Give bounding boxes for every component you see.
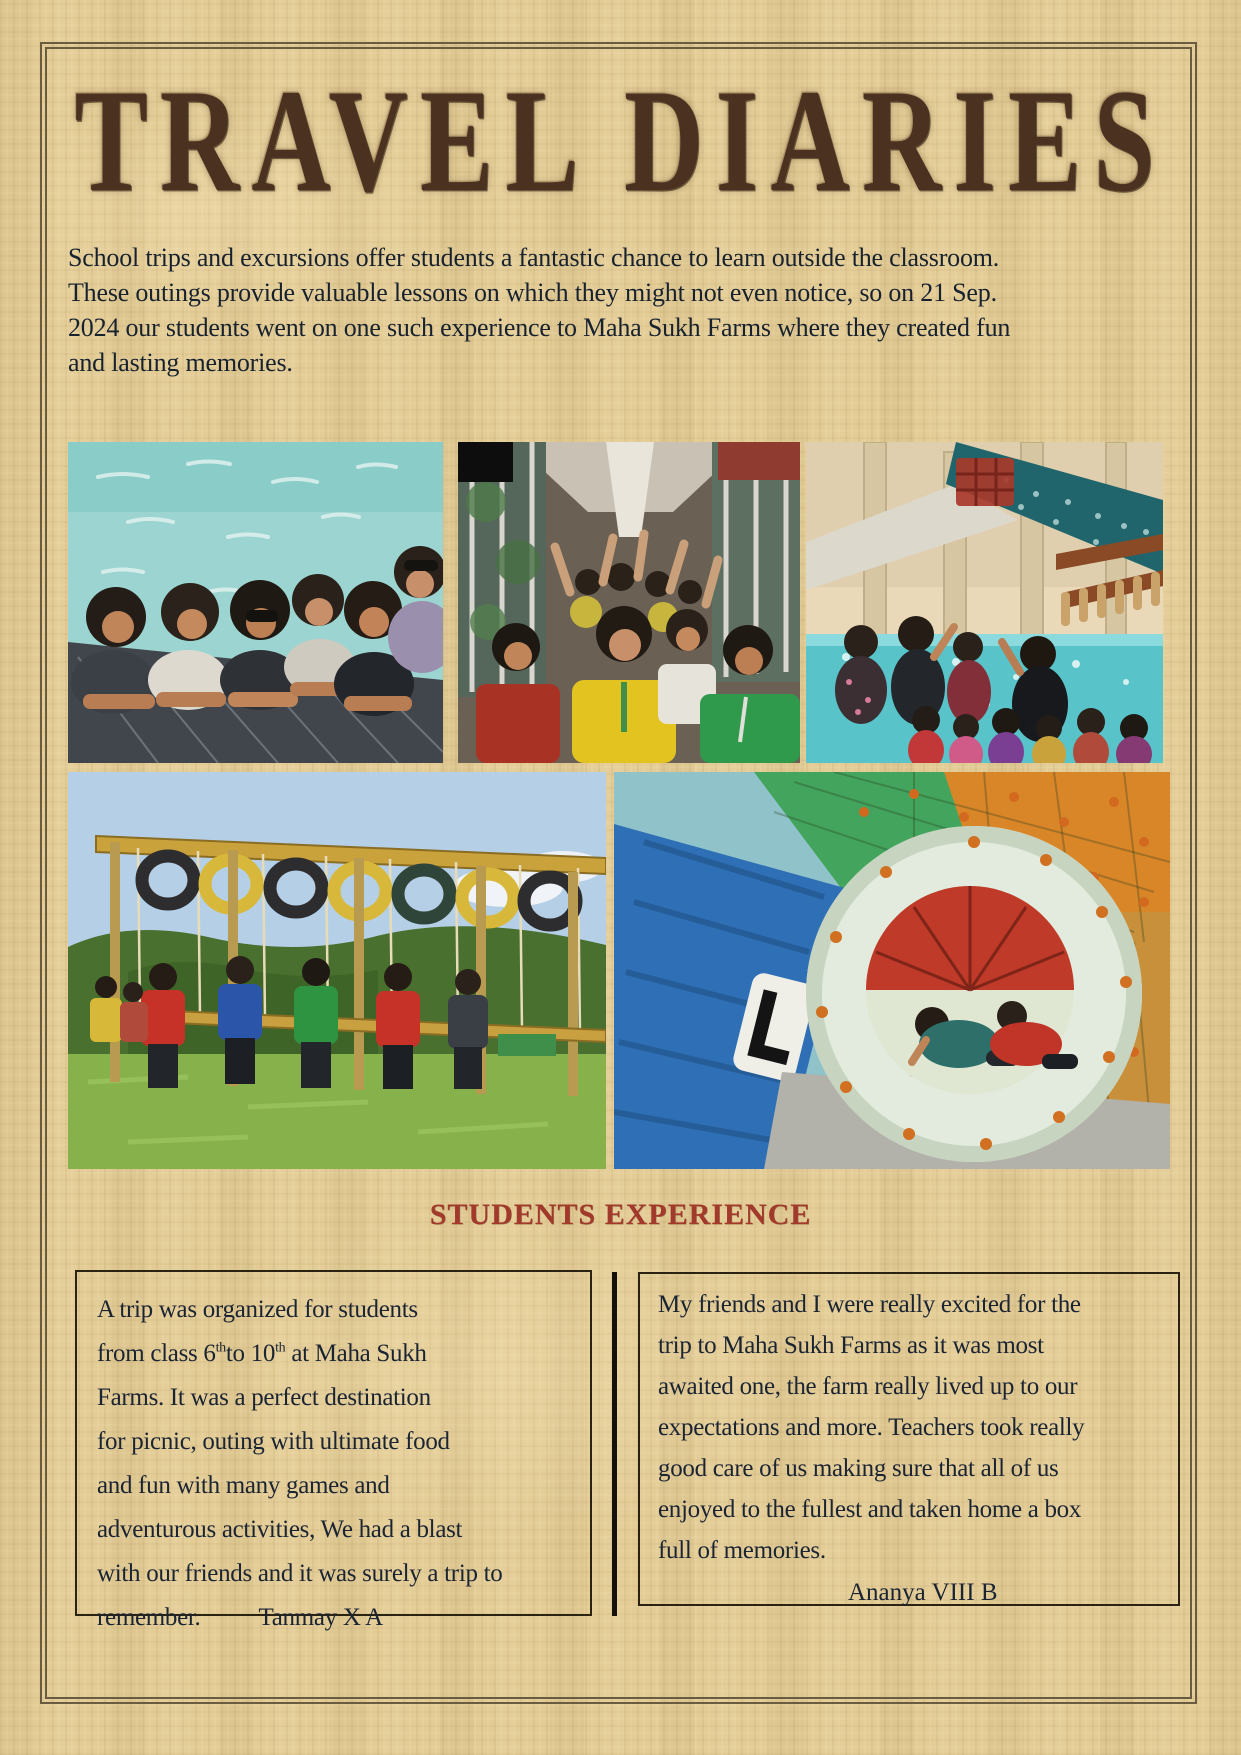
student-signature: Tanmay X A: [258, 1604, 383, 1631]
quote-line: enjoyed to the fullest and taken home a box: [658, 1496, 1082, 1523]
photo-zorb-ball: [614, 772, 1170, 1169]
quote-line: [97, 1332, 572, 1376]
quote-line: good care of us making sure that all of us: [658, 1455, 1059, 1482]
quote-line-part: from class 6: [97, 1340, 216, 1367]
quote-line: awaited one, the farm really lived up to our: [658, 1373, 1078, 1400]
column-divider: [612, 1272, 617, 1616]
quote-line-part: remember.: [97, 1604, 201, 1631]
quote-line: trip to Maha Sukh Farms as it was most: [658, 1332, 1044, 1359]
student-signature: Ananya VIII B: [848, 1579, 998, 1606]
quote-line: for picnic, outing with ultimate food: [97, 1428, 450, 1455]
section-heading: STUDENTS EXPERIENCE: [429, 1198, 812, 1231]
intro-line: 2024 our students went on one such experience to Maha Sukh Farms where they created fun: [68, 313, 1011, 342]
intro-paragraph: [68, 240, 1178, 380]
photo-bus-interior: [458, 442, 800, 763]
quote-line: with our friends and it was surely a trip to: [97, 1560, 503, 1587]
quote-line-part: to 10: [225, 1340, 276, 1367]
quote-line: adventurous activities, We had a blast: [97, 1516, 463, 1543]
intro-line: These outings provide valuable lessons on which they might not even notice, so on 21 Sep.: [68, 278, 997, 307]
quote-box-left: [75, 1270, 592, 1631]
superscript-ordinal: th: [275, 1340, 286, 1356]
quote-line: full of memories.: [658, 1537, 826, 1564]
quote-line-part: at Maha Sukh: [285, 1340, 427, 1367]
intro-line: School trips and excursions offer students a fantastic chance to learn outside the classroom.: [68, 243, 1000, 272]
quote-line: My friends and I were really excited for the: [658, 1291, 1081, 1318]
page-title: TRAVEL DIARIES: [74, 58, 1167, 223]
quote-line: expectations and more. Teachers took really: [658, 1414, 1085, 1441]
intro-line: and lasting memories.: [68, 348, 293, 377]
quote-line: A trip was organized for students: [97, 1296, 418, 1323]
quote-line: and fun with many games and: [97, 1472, 390, 1499]
quote-line: Farms. It was a perfect destination: [97, 1384, 431, 1411]
photo-pool-group: [68, 442, 443, 763]
quote-box-right: [638, 1272, 1180, 1606]
superscript-ordinal: th: [215, 1340, 226, 1356]
photo-waterpark: [806, 442, 1163, 763]
quote-last-line: [97, 1596, 572, 1640]
photo-ropes-course: [68, 772, 606, 1169]
